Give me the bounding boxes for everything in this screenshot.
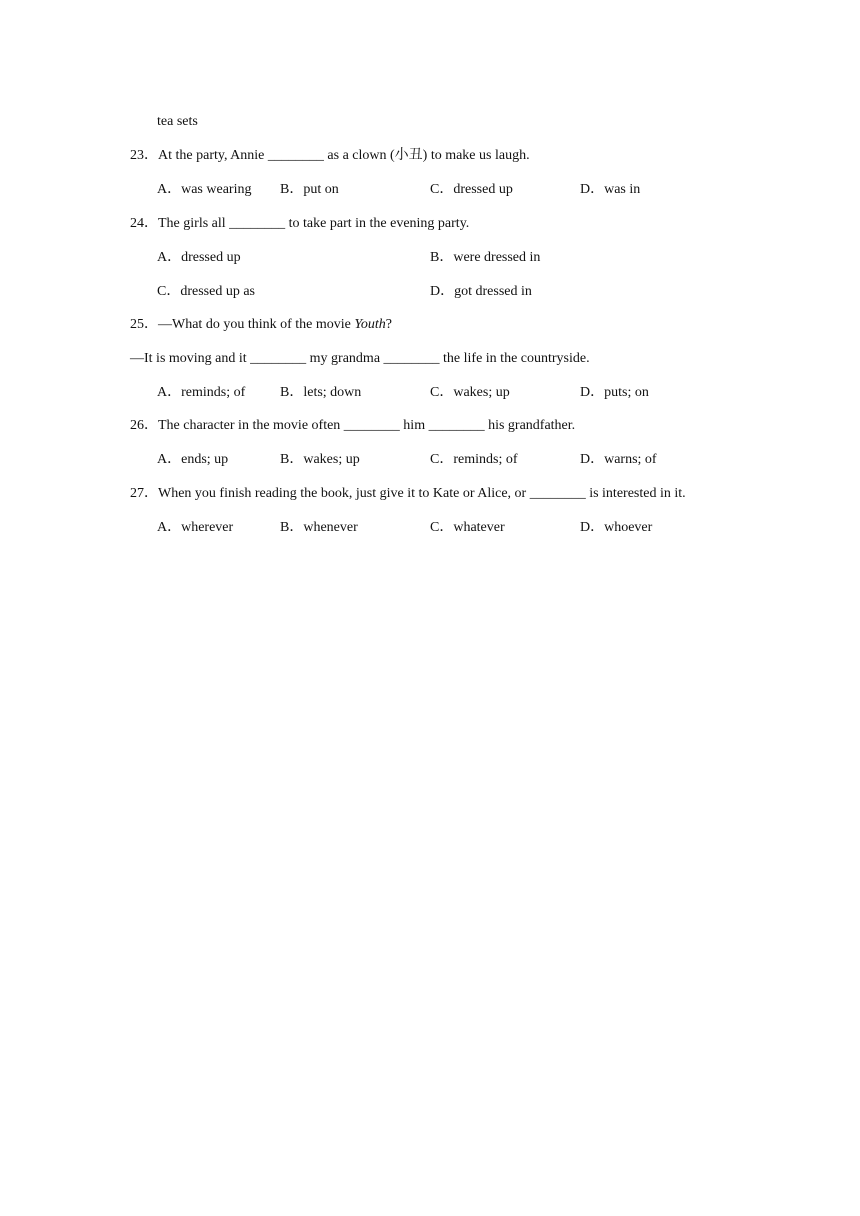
question-23-stem: 23．At the party, Annie ________ as a clown (小丑) to make us laugh. bbox=[130, 148, 530, 163]
question-25-stem bbox=[130, 316, 392, 334]
question-26-stem: 26．The character in the movie often ________ him ________ his grandfather. bbox=[130, 418, 576, 433]
q25-option-a: A．reminds; of bbox=[157, 385, 246, 400]
q26-option-a: A．ends; up bbox=[157, 452, 229, 467]
q24-option-d: D．got dressed in bbox=[430, 284, 532, 299]
q23-option-a: A．was wearing bbox=[157, 182, 252, 197]
q23-option-c: C．dressed up bbox=[430, 182, 513, 197]
q26-option-b: B．wakes; up bbox=[280, 452, 360, 467]
q25-movie-title: Youth bbox=[354, 317, 386, 332]
q27-option-d: D．whoever bbox=[580, 520, 653, 535]
q24-option-a: A．dressed up bbox=[157, 250, 241, 265]
q24-option-b: B．were dressed in bbox=[430, 250, 541, 265]
question-24-stem: 24．The girls all ________ to take part in the evening party. bbox=[130, 216, 470, 231]
q27-option-a: A．wherever bbox=[157, 520, 234, 535]
q25-stem-text: 25．—What do you think of the movie bbox=[130, 317, 355, 332]
q23-option-d: D．was in bbox=[580, 182, 641, 197]
question-25-line2: —It is moving and it ________ my grandma ________ the life in the countryside. bbox=[130, 351, 590, 366]
q23-option-b: B．put on bbox=[280, 182, 339, 197]
continuation-text: tea sets bbox=[157, 114, 198, 129]
q25-stem-end: ? bbox=[385, 317, 392, 332]
q25-option-b: B．lets; down bbox=[280, 385, 362, 400]
q26-option-c: C．reminds; of bbox=[430, 452, 518, 467]
q26-option-d: D．warns; of bbox=[580, 452, 657, 467]
question-27-stem: 27．When you finish reading the book, just give it to Kate or Alice, or ________ is interested in it. bbox=[130, 486, 686, 501]
q25-option-c: C．wakes; up bbox=[430, 385, 510, 400]
q25-option-d: D．puts; on bbox=[580, 385, 649, 400]
q27-option-b: B．whenever bbox=[280, 520, 358, 535]
q27-option-c: C．whatever bbox=[430, 520, 505, 535]
q24-option-c: C．dressed up as bbox=[157, 284, 255, 299]
